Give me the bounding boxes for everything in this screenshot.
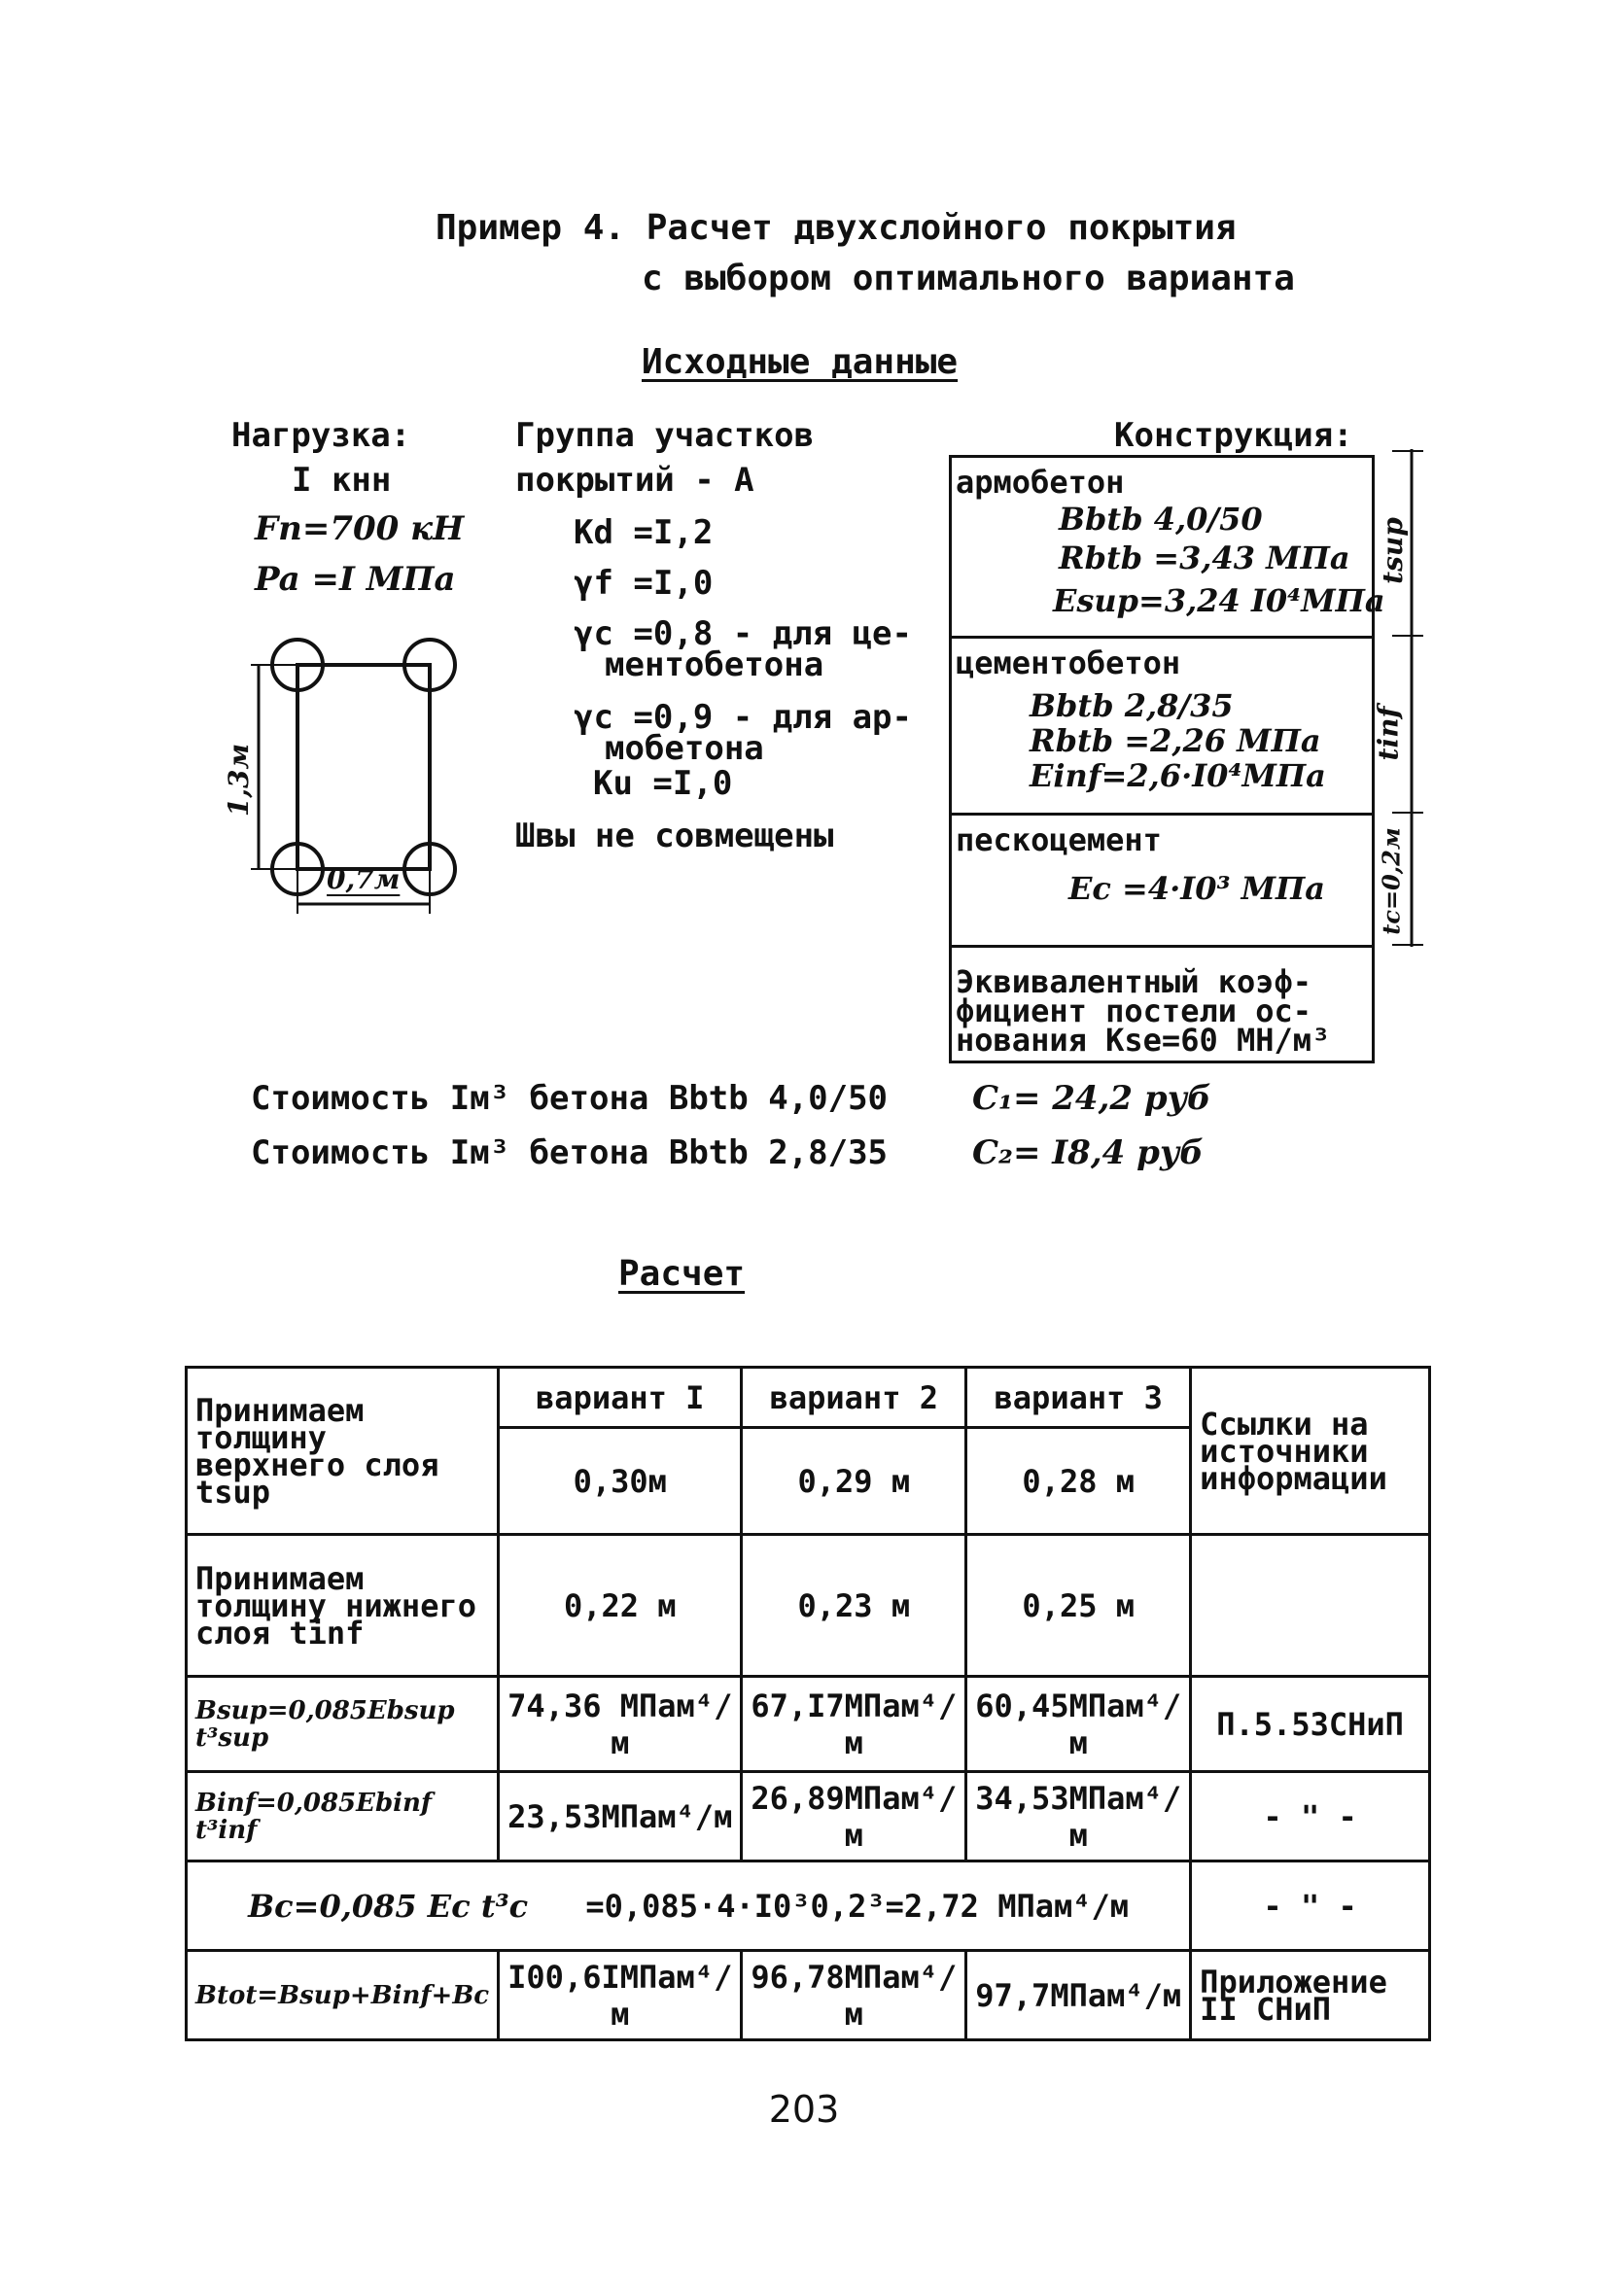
row6-label: Btot=Bsup+Binf+Bc	[187, 1951, 499, 2040]
construction-heading: Конструкция:	[1114, 416, 1353, 455]
row1-v3: 0,28 м	[966, 1428, 1191, 1535]
construction-box	[949, 455, 1385, 1063]
group-yc2: γc =0,9 - для ар-	[574, 698, 912, 737]
row4-v3: 34,53МПам⁴/м	[966, 1772, 1191, 1861]
row3-v1: 74,36 МПам⁴/м	[499, 1677, 742, 1772]
calculation-table	[185, 1366, 1431, 2041]
row4-label: Binf=0,085Ebinf t³inf	[187, 1772, 499, 1861]
group-heading-2: покрытий - А	[515, 461, 754, 500]
layer1-e: Esup=3,24 I0⁴МПа	[1053, 582, 1385, 619]
row1-v1: 0,30м	[499, 1428, 742, 1535]
group-kd: Kd =I,2	[574, 513, 714, 552]
group-yc1-cont: ментобетона	[605, 645, 824, 684]
row4-ref: - " -	[1191, 1772, 1430, 1861]
load-heading: Нагрузка:	[231, 416, 411, 455]
row2-v2: 0,23 м	[742, 1535, 966, 1677]
group-ku: Ku =I,0	[593, 764, 733, 803]
dim-horizontal: 0,7м	[327, 863, 401, 895]
table-row	[187, 1677, 1430, 1772]
cost-2-text: Стоимость Iм³ бетона Bbtb 2,8/35	[251, 1133, 889, 1172]
layer2-name: цементобетон	[956, 644, 1181, 681]
table-row	[187, 1535, 1430, 1677]
group-yf: γf =I,0	[574, 564, 714, 603]
group-seams: Швы не совмещены	[515, 817, 834, 855]
layer1-name: армобетон	[956, 464, 1125, 501]
header-variant-1: вариант I	[499, 1368, 742, 1428]
layer2-b: Bbtb 2,8/35	[1030, 687, 1234, 724]
row6-v1: I00,6IМПам⁴/м	[499, 1951, 742, 2040]
row3-ref: П.5.53СНиП	[1191, 1677, 1430, 1772]
row5-formula: =0,085·4·I0³0,2³=2,72 МПам⁴/м	[585, 1887, 1130, 1925]
title-line-2: с выбором оптимального варианта	[642, 259, 1295, 298]
base-coefficient	[952, 948, 1372, 1061]
row5-ref: - " -	[1191, 1861, 1430, 1951]
table-row	[187, 1368, 1430, 1428]
cost-1-price: C₁= 24,2 руб	[972, 1079, 1211, 1118]
row5-formula-cell	[187, 1861, 1191, 1951]
layer-reinforced-concrete	[952, 458, 1385, 639]
row2-label: Принимаем толщину нижнего слоя tinf	[187, 1535, 499, 1677]
layer2-r: Rbtb =2,26 МПа	[1030, 722, 1321, 759]
dim-tinf: tinf	[1372, 706, 1405, 761]
group-yc2-cont: мобетона	[605, 729, 764, 768]
row3-label: Bsup=0,085Ebsup t³sup	[187, 1677, 499, 1772]
calc-heading: Расчет	[618, 1254, 746, 1294]
header-variant-2: вариант 2	[742, 1368, 966, 1428]
dim-tc: tc=0,2м	[1377, 827, 1406, 935]
page-number: 203	[768, 2088, 840, 2131]
table-row	[187, 1772, 1430, 1861]
dim-vertical: 1,3м	[223, 743, 256, 818]
layer-cement-concrete	[952, 639, 1372, 816]
layer1-r: Rbtb =3,43 МПа	[1059, 539, 1350, 576]
row2-v1: 0,22 м	[499, 1535, 742, 1677]
title-line-1: Пример 4. Расчет двухслойного покрытия	[436, 208, 1237, 248]
layer-sand-cement	[952, 816, 1372, 948]
layer1-b: Bbtb 4,0/50	[1059, 501, 1263, 538]
table-row	[187, 1861, 1430, 1951]
layer3-name: пескоцемент	[956, 821, 1162, 858]
load-type: I кнн	[292, 461, 392, 500]
row3-v2: 67,I7МПам⁴/м	[742, 1677, 966, 1772]
layer2-e: Einf=2,6·I0⁴МПа	[1030, 757, 1326, 794]
row2-v3: 0,25 м	[966, 1535, 1191, 1677]
group-heading: Группа участков	[515, 416, 815, 455]
base-text: Эквивалентный коэф-фициент постели ос-нования Kse=60 МН/м³	[956, 963, 1331, 1059]
row1-label: Принимаем толщину верхнего слоя tsup	[187, 1368, 499, 1535]
row6-v2: 96,78МПам⁴/м	[742, 1951, 966, 2040]
layer3-e: Ec =4·I0³ МПа	[1068, 870, 1326, 907]
source-heading: Исходные данные	[642, 342, 959, 382]
load-pa: Pa =I МПа	[255, 560, 456, 599]
row6-ref: Приложение II СНиП	[1191, 1951, 1430, 2040]
row4-v1: 23,53МПам⁴/м	[499, 1772, 742, 1861]
group-yc1: γc =0,8 - для це-	[574, 614, 912, 653]
header-variant-3: вариант 3	[966, 1368, 1191, 1428]
table-row	[187, 1951, 1430, 2040]
cost-1-text: Стоимость Iм³ бетона Bbtb 4,0/50	[251, 1079, 889, 1118]
row4-v2: 26,89МПам⁴/м	[742, 1772, 966, 1861]
dim-tsup: tsup	[1376, 517, 1409, 584]
cost-2-price: C₂= I8,4 руб	[972, 1133, 1204, 1172]
load-fn: Fn=700 кН	[255, 509, 465, 548]
header-refs: Ссылки на источники информации	[1191, 1368, 1430, 1535]
row6-v3: 97,7МПам⁴/м	[966, 1951, 1191, 2040]
row5-label: Bc=0,085 Ec t³c	[248, 1887, 529, 1925]
row3-v3: 60,45МПам⁴/м	[966, 1677, 1191, 1772]
row1-v2: 0,29 м	[742, 1428, 966, 1535]
row2-ref	[1191, 1535, 1430, 1677]
